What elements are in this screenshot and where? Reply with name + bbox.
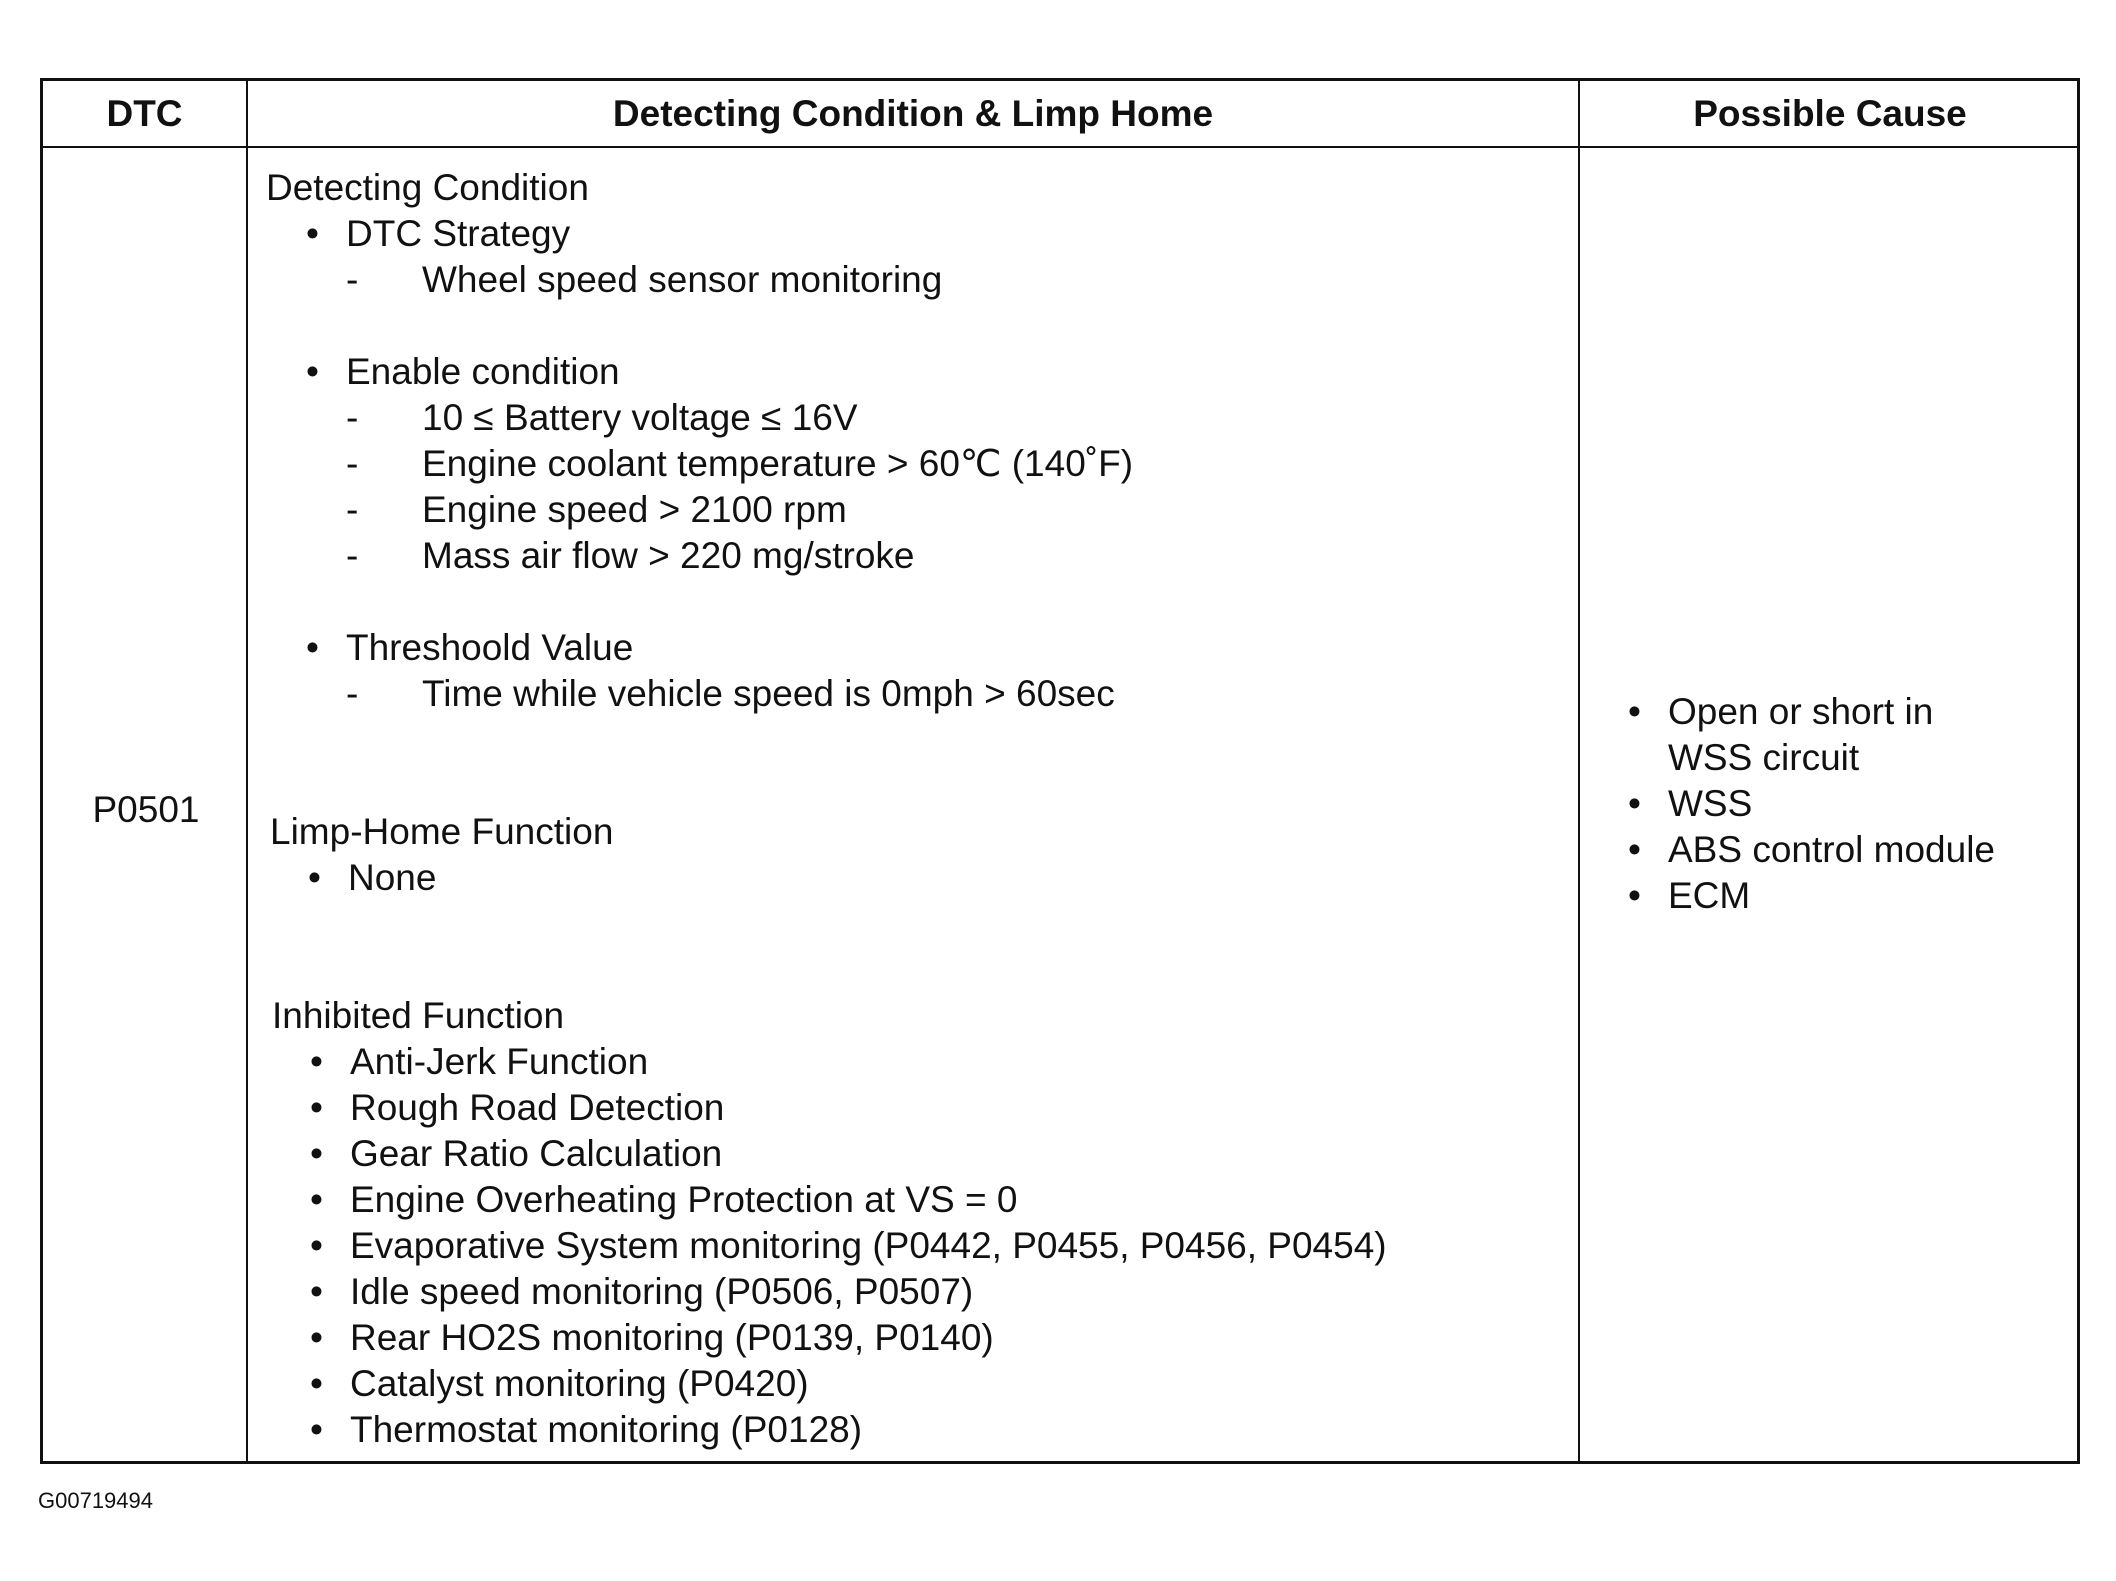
possible-cause-item: • WSS bbox=[1668, 781, 1752, 827]
inhibited-function-item: • Engine Overheating Protection at VS = 0 bbox=[350, 1177, 1017, 1223]
possible-cause-item: • Open or short in bbox=[1668, 689, 1933, 735]
limp-home-item: • None bbox=[348, 855, 436, 901]
enable-condition-item: - 10 ≤ Battery voltage ≤ 16V bbox=[422, 395, 858, 441]
enable-condition-item: - Engine coolant temperature > 60℃ (140˚F) bbox=[422, 441, 1133, 487]
inhibited-function-item: • Gear Ratio Calculation bbox=[350, 1131, 722, 1177]
header-possible-cause: Possible Cause bbox=[1693, 93, 1967, 134]
possible-cause-item: • ABS control module bbox=[1668, 827, 1995, 873]
inhibited-function-item: • Thermostat monitoring (P0128) bbox=[350, 1407, 862, 1453]
inhibited-function-item: • Rear HO2S monitoring (P0139, P0140) bbox=[350, 1315, 994, 1361]
threshold-value-label: • Threshoold Value bbox=[346, 625, 633, 671]
dtc-strategy-label: • DTC Strategy bbox=[346, 211, 570, 257]
inhibited-function-item: • Anti-Jerk Function bbox=[350, 1039, 648, 1085]
header-dtc: DTC bbox=[106, 93, 183, 134]
inhibited-function-heading: Inhibited Function bbox=[272, 995, 565, 1036]
enable-condition-label: • Enable condition bbox=[346, 349, 620, 395]
dtc-table bbox=[40, 78, 2080, 1464]
detecting-condition-heading: Detecting Condition bbox=[266, 167, 589, 208]
enable-condition-item: - Mass air flow > 220 mg/stroke bbox=[422, 533, 915, 579]
inhibited-function-item: • Catalyst monitoring (P0420) bbox=[350, 1361, 809, 1407]
inhibited-function-item: • Idle speed monitoring (P0506, P0507) bbox=[350, 1269, 973, 1315]
possible-cause-item: • ECM bbox=[1668, 873, 1750, 919]
column-divider-2 bbox=[1578, 81, 1580, 1461]
dtc-strategy-item: - Wheel speed sensor monitoring bbox=[422, 257, 942, 303]
inhibited-function-item: • Rough Road Detection bbox=[350, 1085, 724, 1131]
limp-home-heading: Limp-Home Function bbox=[270, 811, 614, 852]
figure-id: G00719494 bbox=[38, 1488, 153, 1513]
enable-condition-item: - Engine speed > 2100 rpm bbox=[422, 487, 847, 533]
possible-cause-item-continuation: WSS circuit bbox=[1668, 737, 1860, 778]
header-detecting-condition: Detecting Condition & Limp Home bbox=[612, 93, 1214, 134]
dtc-code: P0501 bbox=[92, 789, 200, 830]
inhibited-function-item: • Evaporative System monitoring (P0442, P0455, P0456, P0454) bbox=[350, 1223, 1387, 1269]
threshold-value-item: - Time while vehicle speed is 0mph > 60sec bbox=[422, 671, 1115, 717]
column-divider-1 bbox=[246, 81, 248, 1461]
